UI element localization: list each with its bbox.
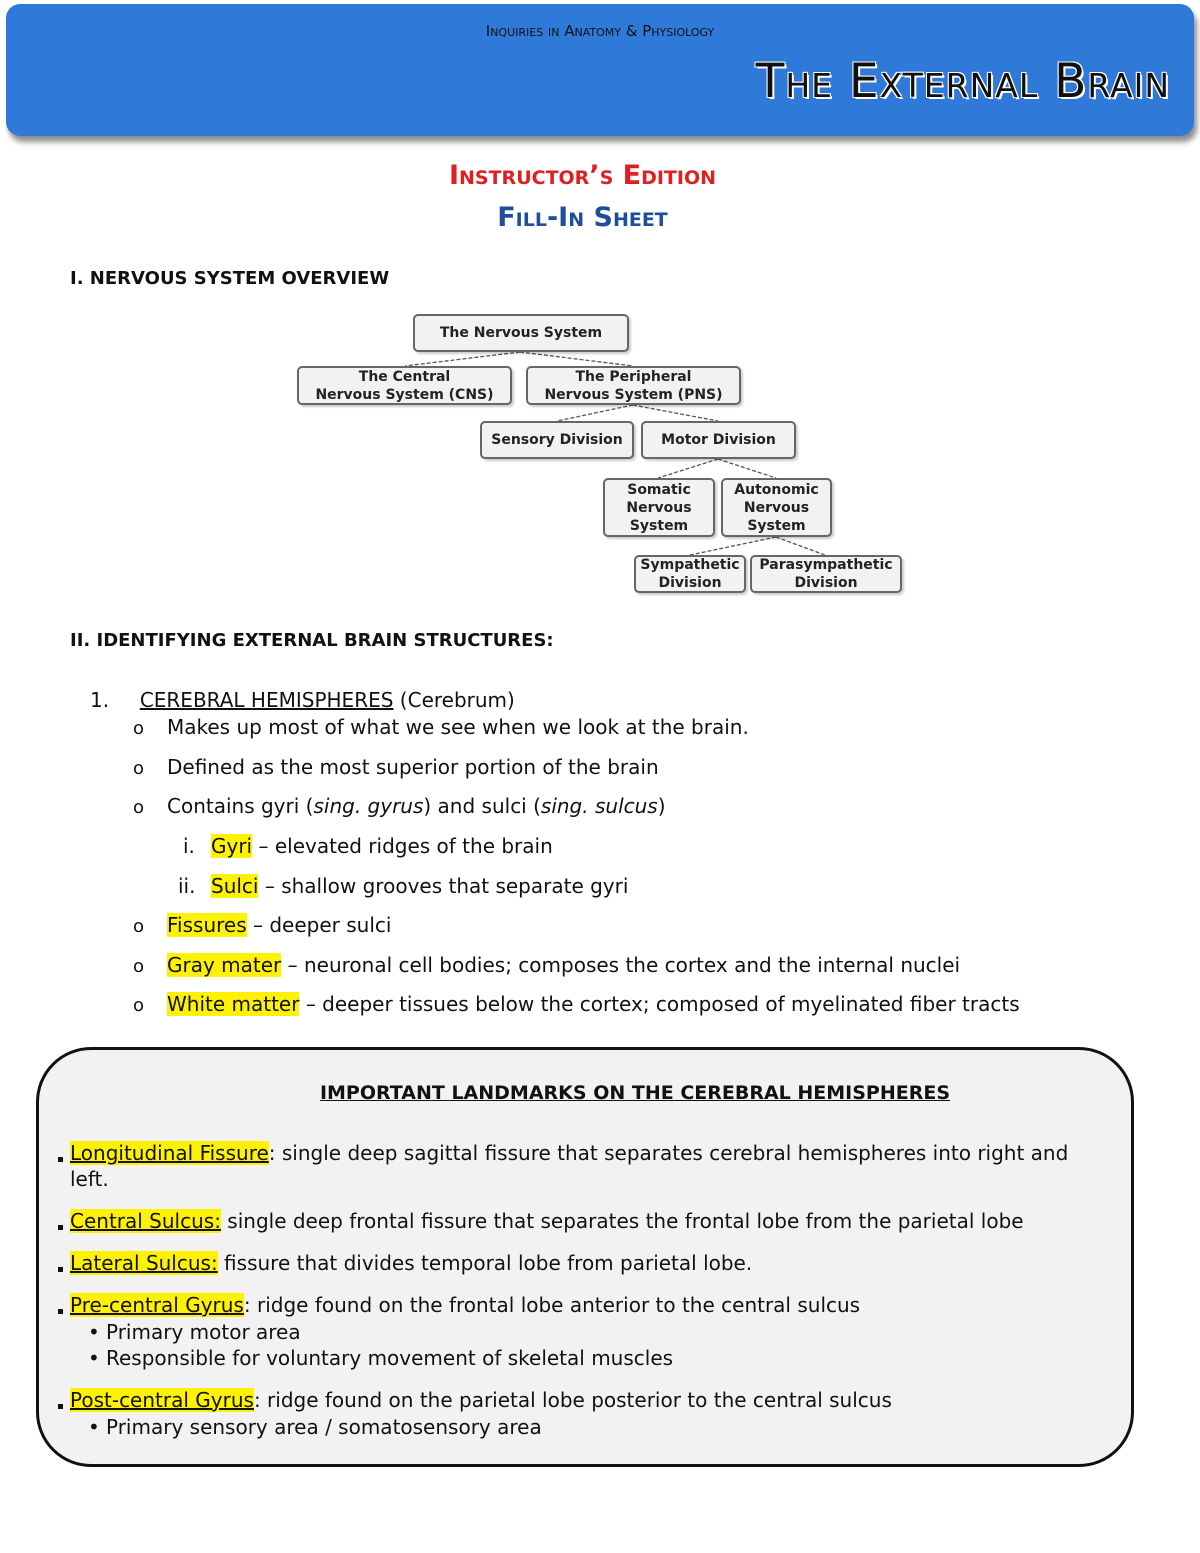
node-cns-line1: The Central [358,368,451,385]
node-sympathetic [634,555,746,593]
term-desc: – deeper sulci [246,913,392,937]
bullet-marker: o [133,995,145,1016]
node-autonomic-line2: Nervous [743,499,810,516]
bullet-marker: o [133,758,145,779]
term-desc: – elevated ridges of the brain [252,834,553,858]
node-cns [297,366,512,405]
landmark-lateral-sulcus [70,1251,752,1275]
landmarks-title: IMPORTANT LANDMARKS ON THE CEREBRAL HEMISPHERES [319,1082,951,1104]
term-sulci: Sulci [211,874,259,898]
bullet-text: Defined as the most superior portion of the brain [167,755,659,779]
tree-connectors [0,0,1200,620]
node-sensory-division: Sensory Division [480,421,634,459]
term-precentral-gyrus: Pre-central Gyrus [70,1293,244,1317]
node-parasympathetic-line1: Parasympathetic [759,557,893,573]
node-autonomic-line1: Autonomic [734,481,819,498]
node-parasympathetic-line2: Division [794,575,858,591]
bullet-gyri-sulci [167,794,666,818]
section-heading-overview: I. NERVOUS SYSTEM OVERVIEW [70,268,390,289]
term-cerebral-hemispheres: CEREBRAL HEMISPHERES [139,688,394,712]
node-sympathetic-line1: Sympathetic [640,557,740,573]
node-pns [526,366,741,405]
node-parasympathetic [750,555,902,593]
text-fragment: Contains gyri ( [167,794,314,818]
node-autonomic-line3: System [747,517,806,534]
term-cerebrum-note: (Cerebrum) [393,688,515,712]
bullet-marker: o [133,956,145,977]
landmark-precentral-gyrus [70,1293,860,1317]
node-sympathetic-line2: Division [658,575,722,591]
term-desc: : ridge found on the frontal lobe anterior to the central sulcus [243,1293,861,1317]
section-heading-structures: II. IDENTIFYING EXTERNAL BRAIN STRUCTURES: [70,630,554,651]
document-title: The External Brain [755,54,1170,109]
term-gyri: Gyri [211,834,253,858]
def-gray-matter [167,953,960,977]
def-fissures [167,913,391,937]
term-white-matter: White matter [167,992,300,1016]
text-fragment: ) and sulci ( [423,794,541,818]
square-bullet [58,1309,63,1314]
landmark-longitudinal-fissure [70,1141,1068,1165]
term-longitudinal-fissure: Longitudinal Fissure [70,1141,269,1165]
sub-bullet-marker: • [88,1320,100,1344]
term-postcentral-gyrus: Post-central Gyrus [70,1388,254,1412]
roman-numeral: ii. [178,874,196,898]
square-bullet [58,1225,63,1230]
text-italic: sing. gyrus [313,794,424,818]
term-desc: : single deep sagittal fissure that separates cerebral hemispheres into right and [268,1141,1069,1165]
edition-label: Instructor’s Edition [448,160,717,191]
term-fissures: Fissures [167,913,247,937]
roman-item-gyri [211,834,553,858]
bullet-text: Makes up most of what we see when we look at the brain. [167,715,749,739]
bullet-marker: o [133,797,145,818]
node-pns-line2: Nervous System (PNS) [544,386,723,403]
term-desc: single deep frontal fissure that separates the frontal lobe from the parietal lobe [220,1209,1024,1233]
term-desc: fissure that divides temporal lobe from parietal lobe. [217,1251,753,1275]
term-central-sulcus: Central Sulcus: [70,1209,221,1233]
square-bullet [58,1267,63,1272]
term-desc: – deeper tissues below the cortex; composed of myelinated fiber tracts [299,992,1020,1016]
bullet-marker: o [133,718,145,739]
term-desc: – shallow grooves that separate gyri [258,874,629,898]
roman-numeral: i. [183,834,195,858]
landmark-continuation: left. [70,1167,109,1191]
term-lateral-sulcus: Lateral Sulcus: [70,1251,218,1275]
node-cns-line2: Nervous System (CNS) [315,386,494,403]
node-autonomic [721,478,832,537]
square-bullet [58,1157,63,1162]
list-item-cerebral-hemispheres [90,688,515,712]
node-nervous-system: The Nervous System [413,314,629,352]
landmark-central-sulcus [70,1209,1024,1233]
sub-bullet-marker: • [88,1346,100,1370]
term-desc: – neuronal cell bodies; composes the cortex and the internal nuclei [281,953,961,977]
text-italic: sing. sulcus [540,794,658,818]
sub-bullet-marker: • [88,1415,100,1439]
text-fragment: ) [657,794,666,818]
sub-bullet-text: Responsible for voluntary movement of skeletal muscles [106,1346,674,1370]
term-gray-matter: Gray mater [167,953,282,977]
landmark-postcentral-gyrus [70,1388,892,1412]
bullet-marker: o [133,916,145,937]
node-somatic-line2: Nervous [626,499,692,516]
node-motor-division: Motor Division [641,421,796,459]
square-bullet [58,1404,63,1409]
course-name: Inquiries in Anatomy & Physiology [485,22,715,40]
term-desc: : ridge found on the parietal lobe posterior to the central sulcus [253,1388,892,1412]
node-pns-line1: The Peripheral [575,368,692,385]
sub-bullet-text: Primary sensory area / somatosensory area [106,1415,542,1439]
sheet-type-label: Fill-In Sheet [497,202,668,233]
node-somatic-line1: Somatic [627,481,691,498]
node-somatic [603,478,715,537]
list-number: 1. [90,688,110,712]
sub-bullet-text: Primary motor area [106,1320,301,1344]
roman-item-sulci [211,874,628,898]
def-white-matter [167,992,1020,1016]
node-somatic-line3: System [629,517,689,534]
